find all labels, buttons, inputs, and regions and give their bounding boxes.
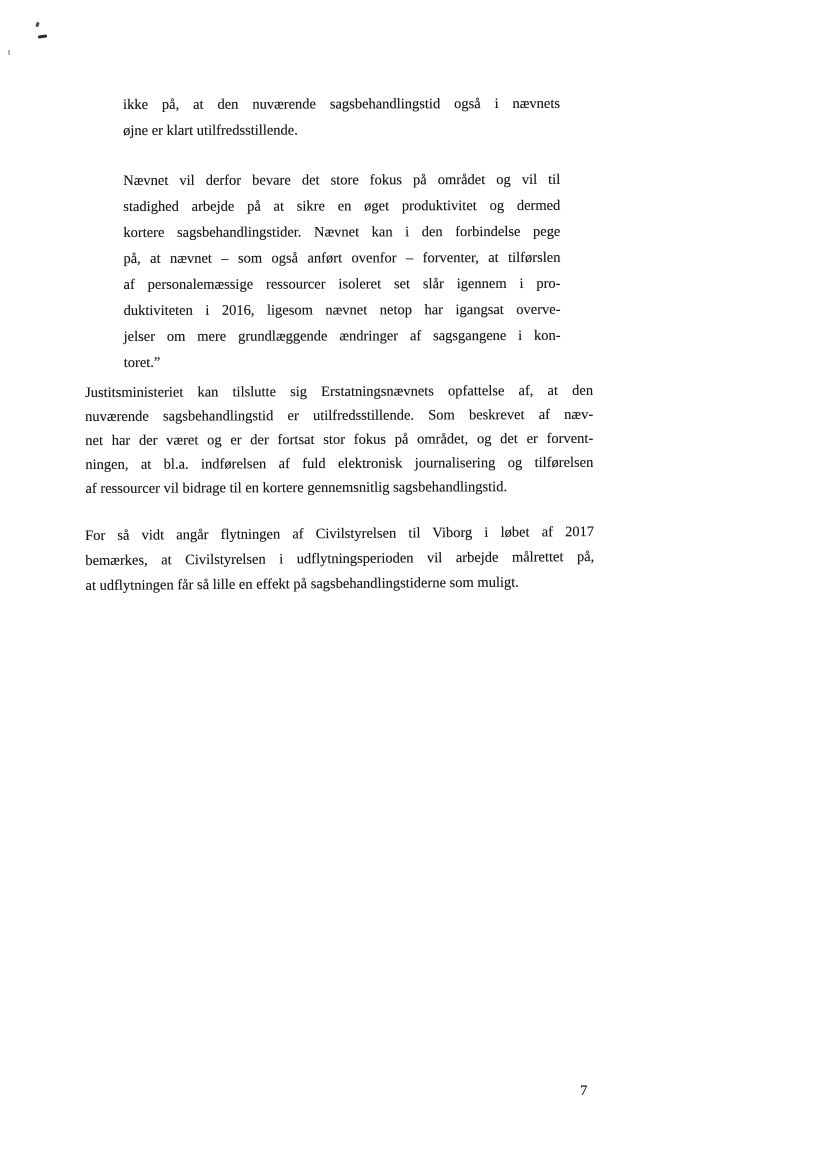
- text-line: at udflytningen får så lille en effekt på sagsbehandlingstiderne som muligt.: [85, 574, 519, 594]
- body-paragraph-2: [85, 520, 595, 599]
- text-line: af personalemæssige ressourcer isoleret set slår igennem i pro-: [123, 275, 561, 293]
- scan-artifact: [35, 22, 40, 28]
- text-line: på, at nævnet – som også anført ovenfor – forventer, at tilførslen: [123, 249, 561, 267]
- text-line: ningen, at bl.a. indførelsen af fuld elektronisk journalisering og tilførelsen: [85, 454, 594, 473]
- text-line: af ressourcer vil bidrage til en kortere gennemsnitlig sagsbehandlingstid.: [85, 479, 508, 497]
- text-line: For så vidt angår flytningen af Civilstyrelsen til Viborg i løbet af 2017: [85, 524, 595, 544]
- page-number: 7: [580, 1083, 588, 1099]
- text-line: toret.”: [123, 354, 161, 371]
- text-line: bemærkes, at Civilstyrelsen i udflytningsperioden vil arbejde målrettet på,: [85, 549, 595, 569]
- text-line: jelser om mere grundlæggende ændringer af sagsgangene i kon-: [123, 327, 561, 345]
- text-line: øjne er klart utilfredsstillende.: [123, 122, 298, 139]
- text-line: nuværende sagsbehandlingstid er utilfredsstillende. Som beskrevet af næv-: [85, 406, 594, 425]
- text-line: kortere sagsbehandlingstider. Nævnet kan i den forbindelse pege: [123, 223, 561, 241]
- scan-artifact: [38, 34, 47, 38]
- scan-artifact: [8, 50, 10, 55]
- quote-paragraph-2: [123, 167, 561, 376]
- text-line: Nævnet vil derfor bevare det store fokus på området og vil til: [123, 171, 561, 189]
- text-line: ikke på, at den nuværende sagsbehandlingstid også i nævnets: [123, 95, 561, 113]
- text-line: duktiviteten i 2016, ligesom nævnet netop har igangsat overve-: [123, 301, 561, 319]
- text-line: net har der været og er der fortsat stor fokus på området, og det er forvent-: [85, 430, 594, 449]
- quote-block: [123, 91, 561, 376]
- quote-paragraph-1: [123, 91, 560, 144]
- body-paragraph-1: [85, 379, 594, 501]
- text-line: stadighed arbejde på at sikre en øget produktivitet og dermed: [123, 197, 561, 215]
- text-line: Justitsministeriet kan tilslutte sig Erstatningsnævnets opfattelse af, at den: [85, 382, 594, 401]
